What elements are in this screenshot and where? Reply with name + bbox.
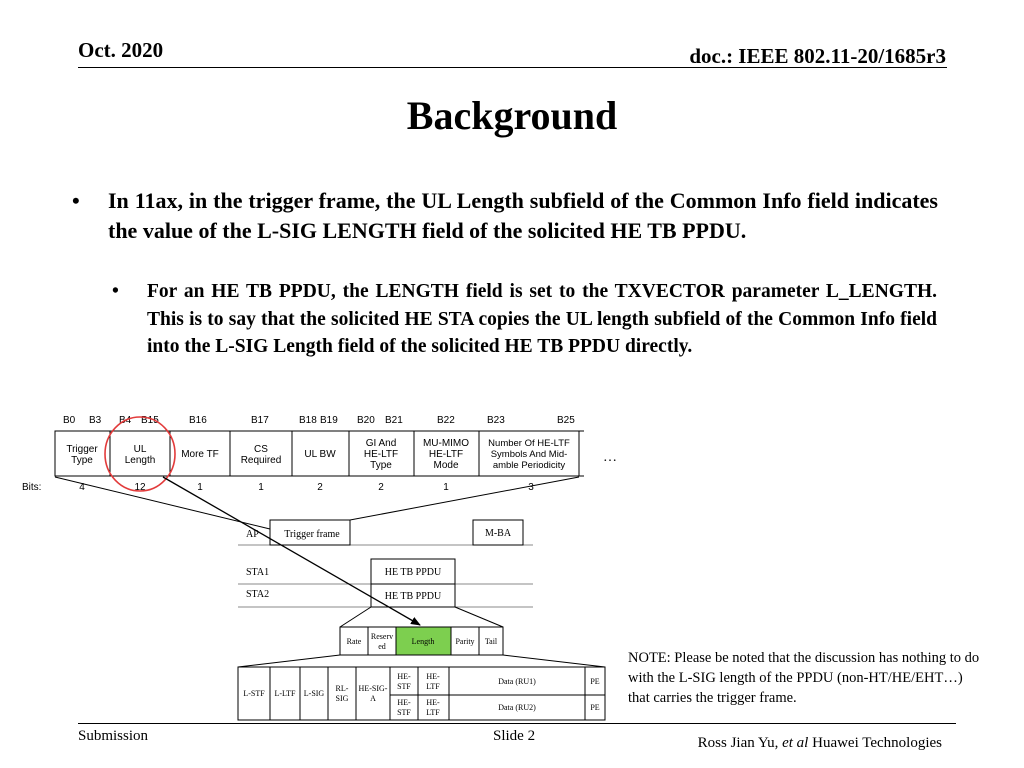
slide-title: Background xyxy=(406,93,618,138)
lsig-field-label: Rate xyxy=(346,637,362,646)
more-fields-ellipsis: … xyxy=(603,450,617,465)
bit-pos-label: B20 xyxy=(357,415,375,426)
bit-pos-label: B25 xyxy=(557,415,575,426)
bit-pos-label: B4 xyxy=(119,415,132,426)
field-label: Mode xyxy=(433,460,459,471)
ppdu-label: A xyxy=(370,694,376,703)
field-label: Number Of HE-LTF xyxy=(488,438,570,449)
ppdu-label: RL- xyxy=(335,684,349,693)
bit-pos-label: B0 xyxy=(63,415,76,426)
common-info-end-ticks xyxy=(579,431,584,476)
field-label: Symbols And Mid- xyxy=(490,449,568,460)
bits-value: 1 xyxy=(443,482,449,493)
sta1-label: STA1 xyxy=(246,567,270,578)
ppdu-label: SIG xyxy=(335,694,349,703)
field-label: Length xyxy=(124,455,156,466)
bits-row-values xyxy=(79,482,534,493)
bit-pos-label: B17 xyxy=(251,415,269,426)
field-label: HE-LTF xyxy=(363,449,399,460)
sub-bullet-marker: • xyxy=(112,281,119,302)
bit-pos-label: B23 xyxy=(487,415,505,426)
bits-value: 12 xyxy=(134,482,146,493)
trigger-frame-label: Trigger frame xyxy=(284,529,340,540)
bullet-sub-text: For an HE TB PPDU, the LENGTH field is set to the TXVECTOR parameter L_LENGTH. This is to say that the solicited HE STA copies the UL length subfield of the Common Info field into the L-SIG Length field of the solicited HE TB PPDU directly. xyxy=(147,281,937,357)
sta2-ppdu-label: HE TB PPDU xyxy=(384,591,442,602)
header-doc-id: doc.: IEEE 802.11-20/1685r3 xyxy=(689,44,946,68)
ppdu-label: STF xyxy=(397,708,411,717)
bits-value: 1 xyxy=(197,482,203,493)
ppdu-label: Data (RU1) xyxy=(498,677,536,686)
bullet-marker: • xyxy=(72,188,80,213)
ppdu-label: HE- xyxy=(397,698,411,707)
field-label: Type xyxy=(71,455,93,466)
bits-row-label: Bits: xyxy=(22,482,42,493)
field-label: More TF xyxy=(181,449,219,460)
header-date: Oct. 2020 xyxy=(78,38,164,62)
lsig-zoom-right xyxy=(455,607,503,627)
lsig-zoom-left xyxy=(340,607,371,627)
bits-value: 2 xyxy=(317,482,323,493)
bullet-main-text: In 11ax, in the trigger frame, the UL Length subfield of the Common Info field indicates the value of the L-SIG LENGTH field of the solicited HE TB PPDU. xyxy=(108,188,938,243)
ul-length-to-lsig-arrow xyxy=(163,477,420,625)
bits-value: 2 xyxy=(378,482,384,493)
bits-value: 4 xyxy=(79,482,85,493)
bit-pos-label: B16 xyxy=(189,415,207,426)
bits-value: 1 xyxy=(258,482,264,493)
lsig-field-label: Parity xyxy=(455,637,475,646)
ppdu-label: LTF xyxy=(426,708,440,717)
ppdu-label: STF xyxy=(397,682,411,691)
field-label: GI And xyxy=(365,438,397,449)
common-info-field-labels xyxy=(66,438,570,471)
ppdu-label: L-SIG xyxy=(303,689,325,698)
field-label: amble Periodicity xyxy=(492,460,566,471)
bit-pos-label: B15 xyxy=(141,415,159,426)
bit-pos-label: B3 xyxy=(89,415,102,426)
ppdu-label: L-STF xyxy=(243,689,265,698)
zoom-line-right xyxy=(350,477,579,520)
field-label: MU-MIMO xyxy=(422,438,470,449)
footer-divider xyxy=(78,723,956,724)
ppdu-zoom-right xyxy=(503,655,605,667)
ppdu-label: L-LTF xyxy=(274,689,296,698)
field-label: CS xyxy=(254,444,268,455)
ppdu-label: HE- xyxy=(397,672,411,681)
field-label: UL xyxy=(133,444,147,455)
footer-submission: Submission xyxy=(78,728,149,744)
field-label: Trigger xyxy=(66,444,98,455)
ppdu-label: HE- xyxy=(426,698,440,707)
footer-author-etal: et al xyxy=(782,735,809,751)
bit-pos-label: B21 xyxy=(385,415,403,426)
field-label: Type xyxy=(370,460,392,471)
zoom-line-left xyxy=(55,477,270,529)
lsig-field-label: Tail xyxy=(484,637,498,646)
ppdu-label: HE-SIG- xyxy=(358,684,388,693)
sta1-ppdu-label: HE TB PPDU xyxy=(384,567,442,578)
bit-pos-label: B19 xyxy=(320,415,338,426)
field-label: UL BW xyxy=(304,449,336,460)
ppdu-label: HE- xyxy=(426,672,440,681)
bit-pos-label: B22 xyxy=(437,415,455,426)
note-text: NOTE: Please be noted that the discussion has nothing to do with the L-SIG length of the PPDU (non-HT/HE/EHT…) that carries the trigger frame. xyxy=(628,650,980,706)
footer-slide-number: Slide 2 xyxy=(493,728,536,744)
ppdu-label: PE xyxy=(590,677,600,686)
lsig-field-label: ed xyxy=(378,642,386,651)
field-label: HE-LTF xyxy=(428,449,464,460)
ppdu-label: LTF xyxy=(426,682,440,691)
field-label: Required xyxy=(240,455,282,466)
sta2-label: STA2 xyxy=(246,589,270,600)
bit-pos-label: B18 xyxy=(299,415,317,426)
ppdu-zoom-left xyxy=(238,655,340,667)
footer-company: Huawei Technologies xyxy=(812,735,942,751)
ap-label: AP xyxy=(246,529,259,540)
mba-label: M-BA xyxy=(484,528,512,539)
ppdu-label: PE xyxy=(590,703,600,712)
footer-author-name: Ross Jian Yu, xyxy=(697,735,779,751)
lsig-field-label: Length xyxy=(411,637,435,646)
bits-value: 3 xyxy=(528,482,534,493)
lsig-field-label: Reserv xyxy=(370,632,394,641)
ppdu-label: Data (RU2) xyxy=(498,703,536,712)
footer-author xyxy=(698,735,942,752)
